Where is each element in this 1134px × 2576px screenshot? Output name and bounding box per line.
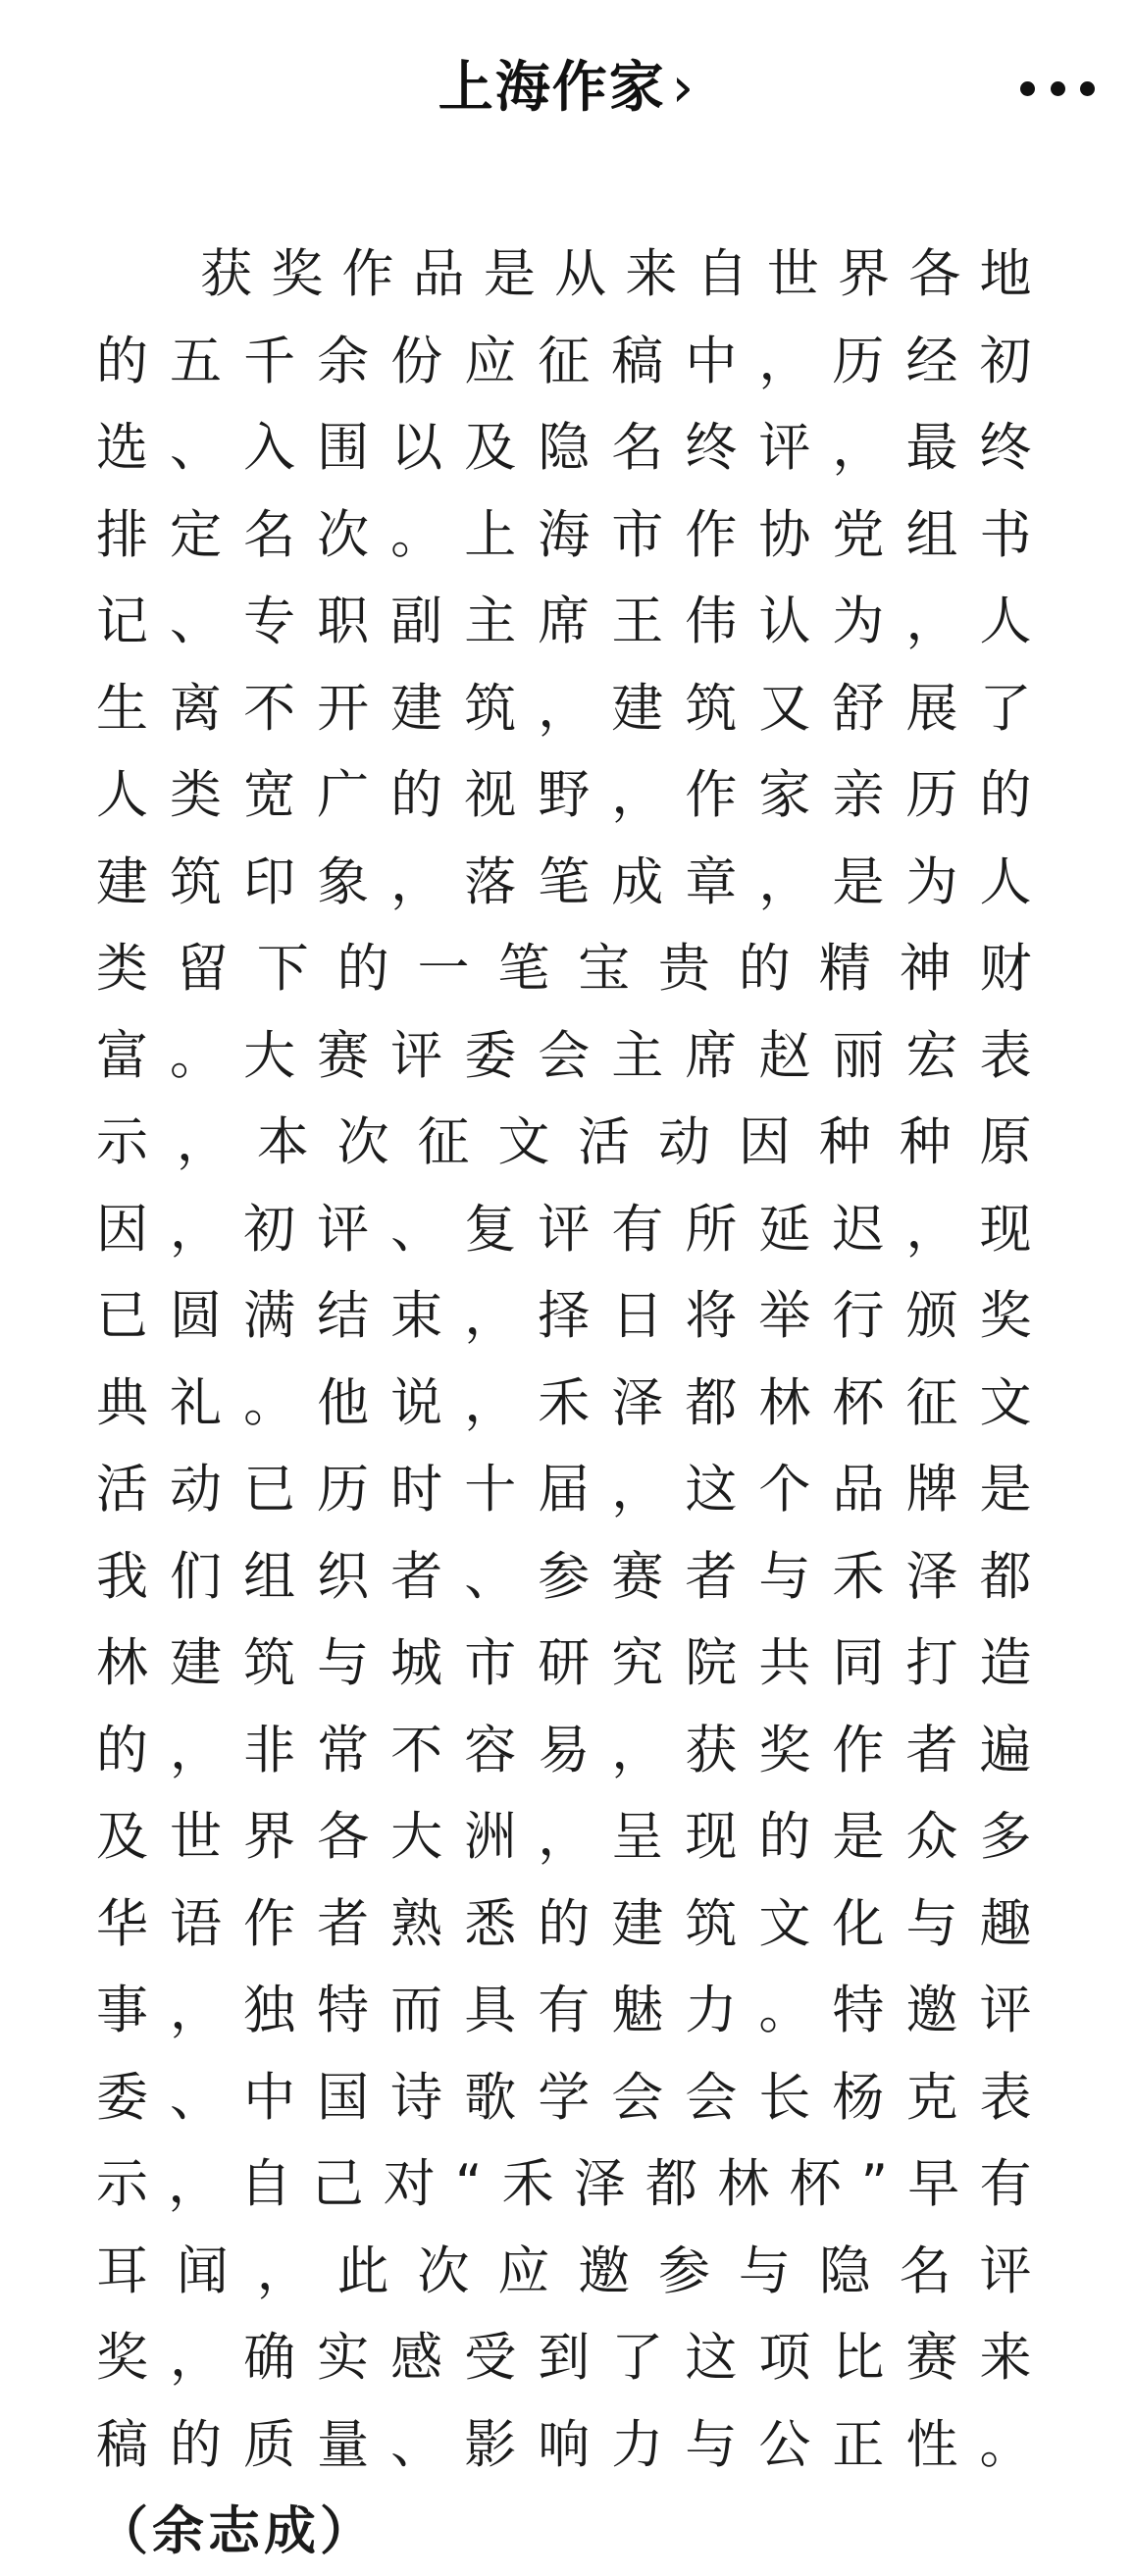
more-dot-icon	[1051, 81, 1065, 96]
account-title-link[interactable]	[0, 53, 1134, 124]
more-options-button[interactable]	[1020, 65, 1095, 112]
article-text: 获奖作品是从来自世界各地的五千余份应征稿中，历经初选、入围以及隐名终评，最终排定名次。上海市作协党组书记、专职副主席王伟认为，人生离不开建筑，建筑又舒展了人类宽广的视野，作家亲历的建筑印象，落笔成章，是为人类留下的一笔宝贵的精神财富。大赛评委会主席赵丽宏表示，本次征文活动因种种原因，初评、复评有所延迟，现已圆满结束，择日将举行颁奖典礼。他说，禾泽都林杯征文活动已历时十届，这个品牌是我们组织者、参赛者与禾泽都林建筑与城市研究院共同打造的，非常不容易，获奖作者遍及世界各大洲，呈现的是众多华语作者熟悉的建筑文化与趣事，独特而具有魅力。特邀评委、中国诗歌学会会长杨克表示，自己对“禾泽都林杯”早有耳闻，此次应邀参与隐名评奖，确实感受到了这项比赛来稿的质量、影响力与公正性。	[96, 244, 1048, 2475]
account-name: 上海作家	[438, 56, 666, 120]
nav-bar	[0, 0, 1134, 180]
article-author: （余志成）	[96, 2501, 376, 2561]
chevron-right-icon: ›	[671, 56, 696, 120]
article-body	[96, 232, 1048, 2576]
more-dot-icon	[1020, 81, 1035, 96]
more-dot-icon	[1080, 81, 1095, 96]
